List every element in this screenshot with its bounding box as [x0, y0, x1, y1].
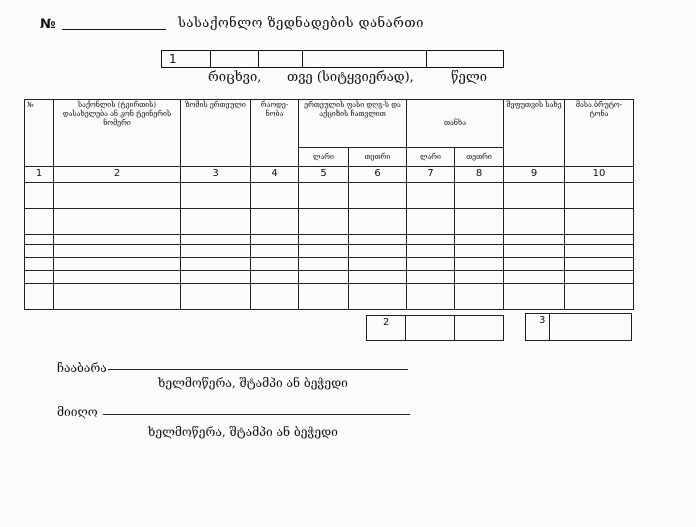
column-number: 4 — [251, 167, 299, 183]
received-signature-caption: ხელმოწერა, შტამპი ან ბეჭედი — [148, 425, 338, 439]
date-year-label: წელი — [451, 70, 487, 85]
column-number: 8 — [455, 167, 504, 183]
table-row — [25, 182, 634, 208]
table-row — [25, 257, 634, 270]
header-col-index: № — [25, 100, 54, 167]
column-number: 2 — [54, 167, 181, 183]
column-number: 7 — [407, 167, 455, 183]
amount-total-box — [366, 315, 504, 341]
mass-total-box — [525, 313, 632, 341]
subheader-amount-lari: ლარი — [407, 148, 455, 167]
header-col-packing: შეფუთვის სახე — [504, 100, 565, 167]
column-number: 9 — [504, 167, 565, 183]
received-signature-line — [103, 414, 410, 415]
handed-over-signature-line — [108, 369, 408, 370]
column-number: 10 — [565, 167, 634, 183]
subheader-price-tetri: თეთრი — [349, 148, 407, 167]
table-row — [25, 208, 634, 234]
handed-over-signature-caption: ხელმოწერა, შტამპი ან ბეჭედი — [158, 376, 348, 390]
table-row — [25, 244, 634, 257]
date-month-label: თვე (სიტყვიერად), — [287, 70, 414, 85]
header-col-mass: მასა ბრუტო-ტონა — [565, 100, 634, 167]
date-day-label: რიცხვი, — [208, 70, 262, 85]
document-number-line — [62, 29, 166, 30]
received-label: მიიღო — [57, 405, 98, 419]
mass-total-marker: 3 — [539, 315, 546, 326]
handed-over-label: ჩააბარა — [57, 361, 107, 375]
column-number: 5 — [299, 167, 349, 183]
document-title: სასაქონლო ზედნადების დანართი — [178, 16, 424, 31]
column-number: 6 — [349, 167, 407, 183]
date-box — [161, 50, 504, 68]
header-col-quantity: რაოდე-ნობა — [251, 100, 299, 167]
column-number: 3 — [181, 167, 251, 183]
table-row — [25, 283, 634, 309]
goods-table — [24, 99, 634, 310]
header-col-unit: ზომის ერთეული — [181, 100, 251, 167]
table-row — [25, 234, 634, 244]
header-col-goods-name: საქონლის (ტვირთის) დასახელება ან კონ ტეინერის ნომერი — [54, 100, 181, 167]
header-col-amount: თანხა — [407, 100, 504, 148]
table-row — [25, 270, 634, 283]
amount-total-marker: 2 — [383, 317, 390, 328]
date-box-number: 1 — [169, 52, 177, 66]
subheader-price-lari: ლარი — [299, 148, 349, 167]
column-number: 1 — [25, 167, 54, 183]
subheader-amount-tetri: თეთრი — [455, 148, 504, 167]
document-number-sign: № — [40, 17, 56, 32]
header-col-unit-price: ერთეულის ფასი დღგ-ს და აქციზის ჩათვლით — [299, 100, 407, 148]
